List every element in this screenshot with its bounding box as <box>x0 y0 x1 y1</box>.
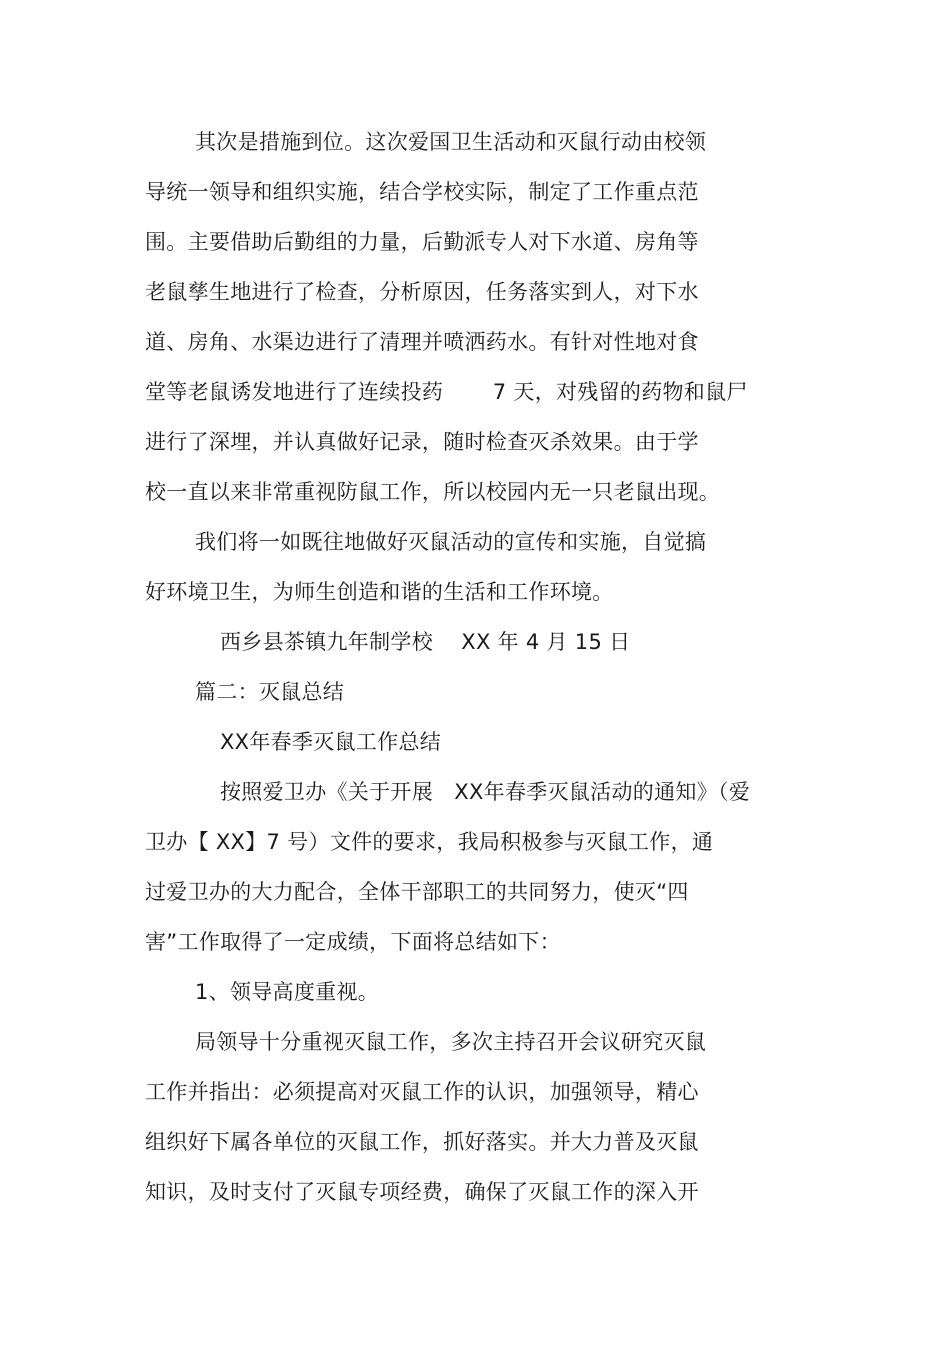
list-heading: 1、领导高度重视。 <box>195 980 380 1004</box>
paragraph-line: 老鼠孳生地进行了检查，分析原因，任务落实到人，对下水 <box>145 280 699 304</box>
paragraph-line: 道、房角、水渠边进行了清理并喷洒药水。有针对性地对食 <box>145 330 699 354</box>
document-title: XX年春季灭鼠工作总结 <box>220 730 442 754</box>
paragraph-line: 按照爱卫办《关于开展 XX年春季灭鼠活动的通知》（爱 <box>220 780 751 804</box>
signature-date-line: 西乡县茶镇九年制学校 XX 年 4 月 15 日 <box>220 630 631 654</box>
paragraph-line: 我们将一如既往地做好灭鼠活动的宣传和实施，自觉搞 <box>195 530 707 554</box>
paragraph-line: 知识，及时支付了灭鼠专项经费，确保了灭鼠工作的深入开 <box>145 1180 699 1204</box>
paragraph-line: 进行了深埋，并认真做好记录，随时检查灭杀效果。由于学 <box>145 430 699 454</box>
section-heading: 篇二：灭鼠总结 <box>195 680 345 704</box>
paragraph-line: 好环境卫生，为师生创造和谐的生活和工作环境。 <box>145 580 614 604</box>
paragraph-line: 导统一领导和组织实施，结合学校实际，制定了工作重点范 <box>145 180 699 204</box>
paragraph-line: 校一直以来非常重视防鼠工作，所以校园内无一只老鼠出现。 <box>145 480 721 504</box>
paragraph-line: 过爱卫办的大力配合，全体干部职工的共同努力，使灭“四 <box>145 880 689 904</box>
paragraph-line: 工作并指出：必须提高对灭鼠工作的认识，加强领导，精心 <box>145 1080 699 1104</box>
paragraph-line: 局领导十分重视灭鼠工作，多次主持召开会议研究灭鼠 <box>195 1030 707 1054</box>
paragraph-line: 组织好下属各单位的灭鼠工作，抓好落实。并大力普及灭鼠 <box>145 1130 699 1154</box>
paragraph-line: 卫办【 XX】7 号）文件的要求，我局积极参与灭鼠工作，通 <box>145 830 714 854</box>
paragraph-line: 其次是措施到位。这次爱国卫生活动和灭鼠行动由校领 <box>195 130 707 154</box>
paragraph-line: 害”工作取得了一定成绩，下面将总结如下： <box>145 930 561 954</box>
paragraph-line: 围。主要借助后勤组的力量，后勤派专人对下水道、房角等 <box>145 230 699 254</box>
paragraph-line: 堂等老鼠诱发地进行了连续投药 7 天，对残留的药物和鼠尸 <box>145 380 748 404</box>
